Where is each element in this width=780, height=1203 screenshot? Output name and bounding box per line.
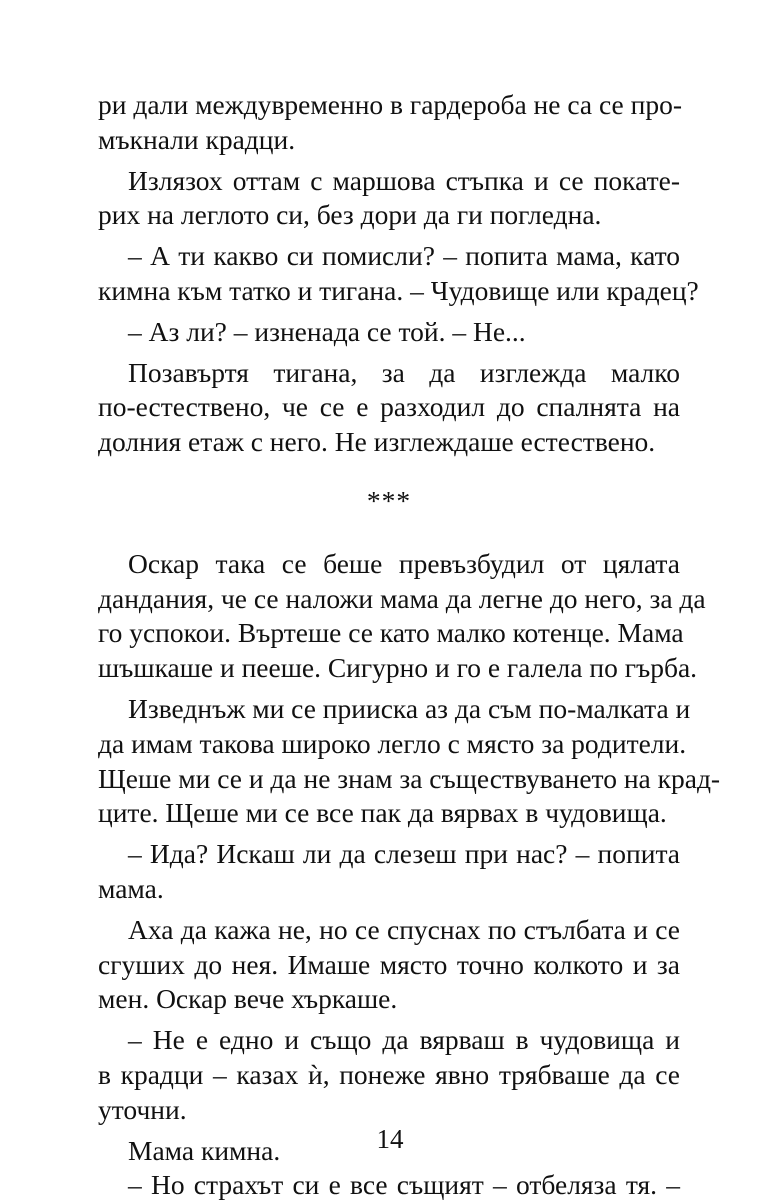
text-line: мъкнали крадци. [98,123,296,155]
text-line: Излязох оттам с маршова стъпка и се покате- [128,164,680,196]
text-line: мама. [98,872,164,904]
text-line: – Не е едно и също да вярваш в чудовища и [128,1024,680,1056]
text-line: да имам такова широко легло с място за родители. [98,727,687,759]
text-line: Мама кимна. [128,1134,281,1166]
text-line: Позавъртя тигана, за да изглежда малко [128,356,680,388]
text-line: по-естествено, че се е разходил до спалнята на [98,391,680,423]
text-line: кимна към татко и тигана. – Чудовище или крадец? [98,274,699,306]
section-separator: *** [366,484,412,516]
text-line: Щеше ми се и да не знам за съществуването на крад- [98,762,721,794]
text-line: – Но страхът си е все същият – отбеляза тя. – [128,1169,680,1201]
text-line: дандания, че се наложи мама да легне до него, за да [98,582,706,614]
text-line: рих на леглото си, без дори да ги погледна. [98,199,602,231]
text-line: шъшкаше и пееше. Сигурно и го е галела по гърба. [98,652,698,684]
page-body [98,88,721,1203]
text-line: – А ти какво си помисли? – попита мама, като [128,240,680,272]
text-line: ците. Щеше ми се все пак да вярвах в чудовища. [98,797,667,829]
text-line: мен. Оскар вече хъркаше. [98,983,398,1015]
page-number: 14 [376,1124,404,1154]
text-line: го успокои. Въртеше се като малко котенце. Мама [98,617,684,649]
text-line: – Аз ли? – изненада се той. – Не... [128,315,526,347]
text-line: в крадци – казах ѝ, понеже явно трябваше да се [98,1058,680,1090]
text-line: Изведнъж ми се прииска аз да съм по-малката и [128,692,691,724]
text-line: ри дали междувременно в гардероба не са се про- [98,89,682,120]
text-line: уточни. [98,1093,187,1125]
text-line: сгуших до нея. Имаше място точно колкото и за [98,948,680,980]
text-line: Аха да кажа не, но се спуснах по стълбата и се [128,913,680,945]
text-line: – Ида? Искаш ли да слезеш при нас? – попита [128,838,680,870]
text-line: долния етаж с него. Не изглеждаше естествено. [98,426,656,458]
text-line: Оскар така се беше превъзбудил от цялата [128,547,680,579]
